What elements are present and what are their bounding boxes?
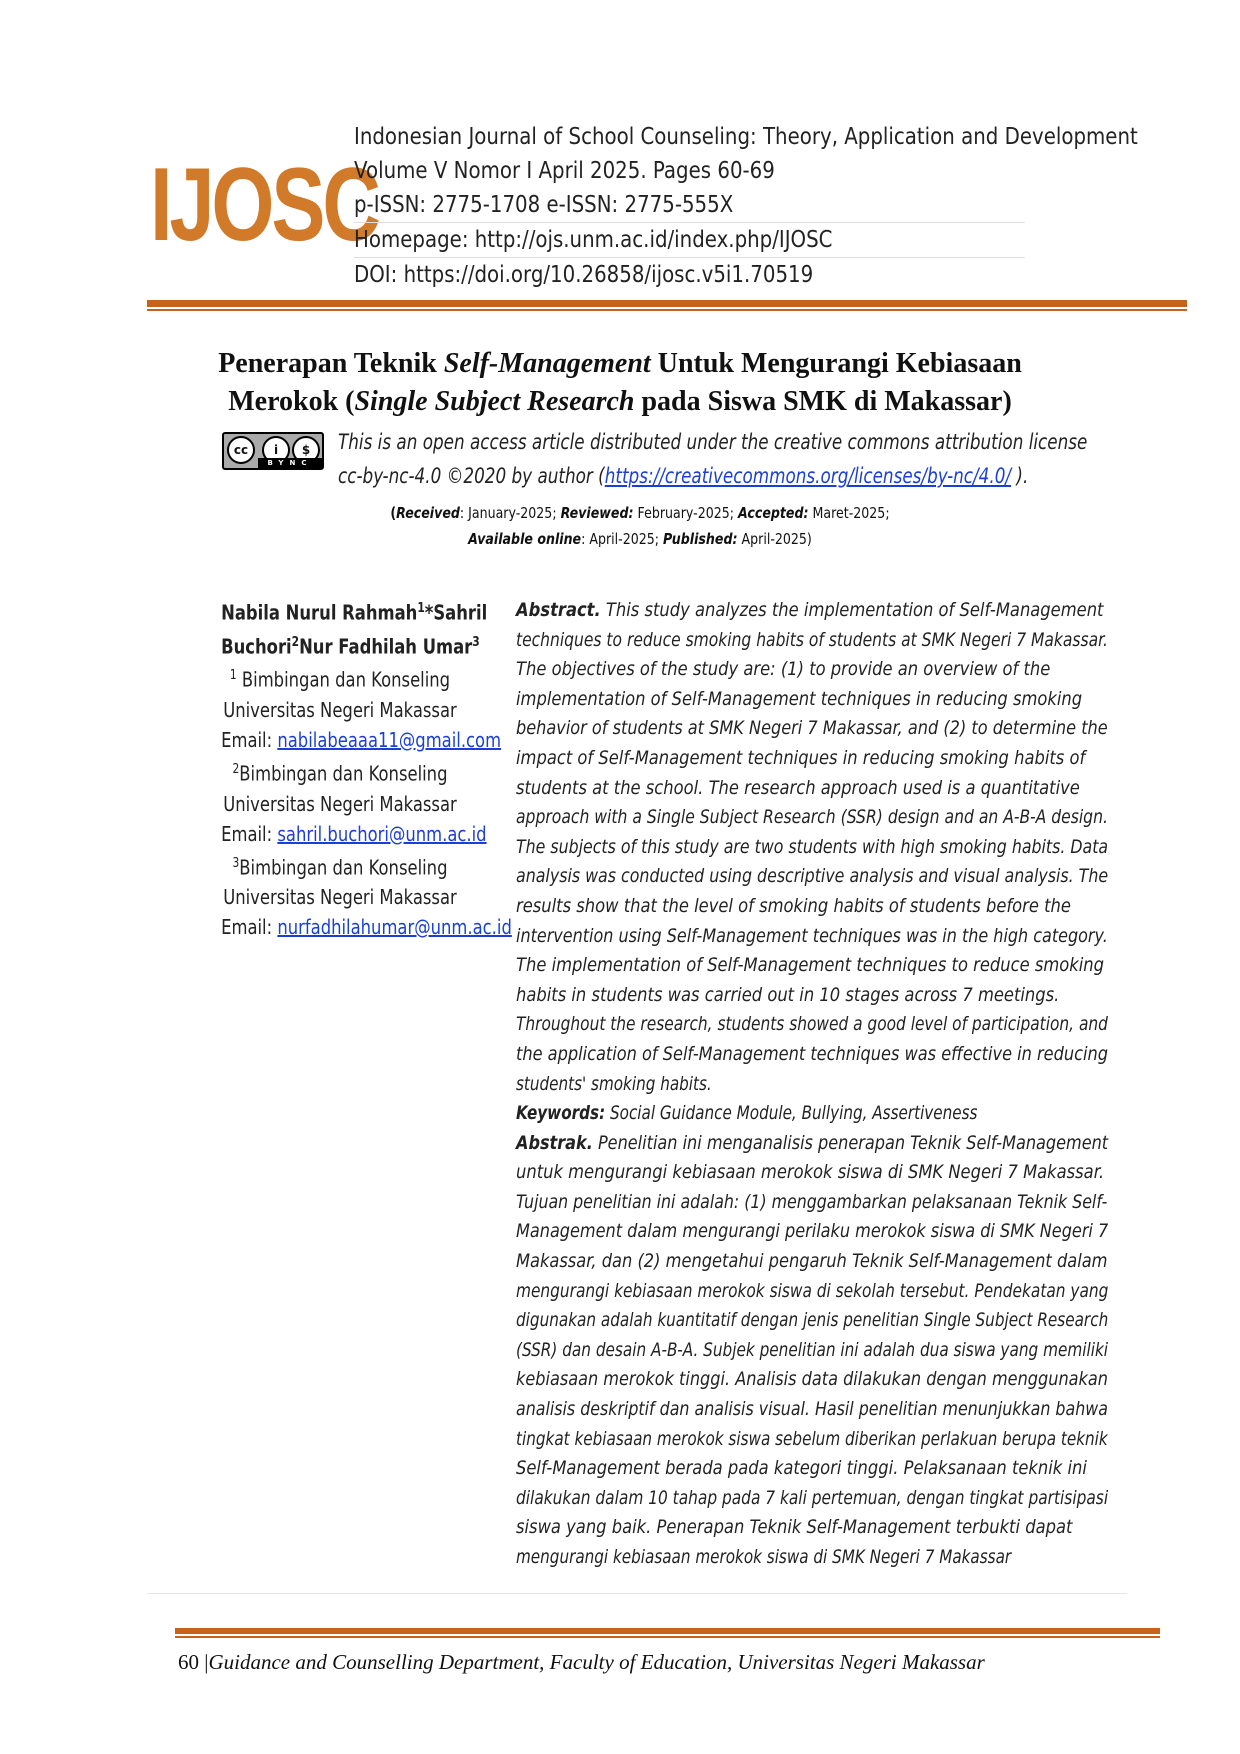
abstract-id-line: siswa yang baik. Penerapan Teknik Self-Management terbukti dapat [516,1516,1073,1539]
abstract-en-line: impact of Self-Management techniques in reducing smoking habits of [516,746,1086,769]
abstract-id-line: Management dalam mengurangi perilaku merokok siswa di SMK Negeri 7 [516,1220,1109,1243]
license-statement [338,425,1118,493]
abstract-id-line: mengurangi kebiasaan merokok siswa di sekolah tersebut. Pendekatan yang [516,1279,1109,1302]
author-block [195,594,512,942]
abstract-id-line: untuk mengurangi kebiasaan merokok siswa di SMK Negeri 7 Makassar. [516,1161,1105,1184]
affiliation-1-univ: Universitas Negeri Makassar [223,697,457,722]
dates-line-1: (Received: January-2025; Reviewed: February-2025; Accepted: Maret-2025; [390,504,890,522]
abstract-en-line: habits in students was carried out in 10 stages across 7 meetings. [516,983,1060,1006]
keywords-label: Keywords: [516,1102,606,1125]
abstract-id-line: dilakukan dalam 10 tahap pada 7 kali pertemuan, dengan tingkat partisipasi [516,1486,1109,1509]
abstract-en-line: students at the school. The research approach used is a quantitative [516,776,1080,799]
abstract-id-line: Self-Management berada pada kategori tinggi. Pelaksanaan teknik ini [516,1457,1087,1480]
header-rule-thin [147,309,1187,311]
footer-rule-thin [175,1636,1160,1638]
author-names-line-1: Nabila Nurul Rahmah$^1$*Sahril [221,600,488,625]
abstract-id-line: Tujuan penelitian ini adalah: (1) menggambarkan pelaksanaan Teknik Self- [516,1190,1108,1213]
abstract-id-line: Abstrak. Penelitian ini menganalisis penerapan Teknik Self-Management [516,1131,1109,1154]
affiliation-3-univ: Universitas Negeri Makassar [223,885,457,910]
abstract-column [516,596,1108,1573]
license-link[interactable]: https://creativecommons.org/licenses/by-nc/4.0/ [604,464,1012,488]
abstract-id-line: mengurangi kebiasaan merokok siswa di SMK Negeri 7 Makassar [516,1546,1012,1568]
article-dates [300,500,980,552]
affiliation-2-email: Email: sahril.buchori@unm.ac.id [221,821,487,846]
abstract-en-line: The subjects of this study are two students with high smoking habits. Data [516,835,1109,858]
abstract-id-line: tingkat kebiasaan merokok siswa sebelum diberikan perlakuan berupa teknik [516,1427,1108,1450]
email-link-3[interactable]: nurfadhilahumar@unm.ac.id [277,915,512,940]
article-title: Penerapan Teknik Self-Management Untuk Mengurangi Kebiasaan Merokok (Single Subject Research pada Siswa SMK di Makassar) [218,348,1022,417]
journal-issn: p-ISSN: 2775-1708 e-ISSN: 2775-555X [354,188,1025,223]
cc-by-nc-icon: cc i $ BYNC [222,432,324,470]
journal-logo: IJOSC [150,147,378,263]
abstract-id-line: analisis deskriptif dan analisis visual. Hasil penelitian menunjukkan bahwa [516,1398,1108,1421]
abstract-en-line: The implementation of Self-Management techniques to reduce smoking [516,954,1105,977]
footer-rule-thick [175,1628,1160,1634]
email-link-1[interactable]: nabilabeaaa11@gmail.com [277,727,502,752]
abstract-en-line: techniques to reduce smoking habits of students at SMK Negeri 7 Makassar. [516,628,1108,651]
license-line-2: cc-by-nc-4.0 ©2020 by author (https://creativecommons.org/licenses/by-nc/4.0/ ). [338,464,1029,488]
page-number: 60 | [178,1650,209,1674]
journal-homepage[interactable]: Homepage: http://ojs.unm.ac.id/index.php/IJOSC [354,223,1025,258]
content-divider [147,1593,1127,1594]
affiliation-2-dept: $^2$Bimbingan dan Konseling [232,761,448,786]
abstract-id-label: Abstrak. [516,1131,593,1154]
email-link-2[interactable]: sahril.buchori@unm.ac.id [277,821,487,846]
dates-line-2: Available online: April-2025; Published: April-2025) [468,530,812,548]
abstract-en-line: The objectives of the study are: (1) to provide an overview of the [516,658,1051,681]
affiliation-1-dept: $^1$ Bimbingan dan Konseling [229,667,451,692]
journal-volume: Volume V Nomor I April 2025. Pages 60-69 [354,158,775,184]
journal-name: Indonesian Journal of School Counseling: Theory, Application and Development [354,124,1138,150]
page-footer [178,1648,1138,1676]
abstract-id-line: Makassar, dan (2) mengetahui pengaruh Teknik Self-Management dalam [516,1250,1108,1273]
abstract-en-line: results show that the level of smoking habits of students before the [516,894,1071,917]
abstract-en-line: students' smoking habits. [516,1072,712,1095]
abstract-id-line: digunakan adalah kuantitatif dengan jenis penelitian Single Subject Research [516,1309,1109,1332]
abstract-en-line: approach with a Single Subject Research (SSR) design and an A-B-A design. [516,806,1108,829]
journal-doi[interactable]: DOI: https://doi.org/10.26858/ijosc.v5i1.70519 [354,262,814,288]
abstract-id-line: kebiasaan merokok tinggi. Analisis data dilakukan dengan menggunakan [516,1368,1108,1391]
keywords-line: Keywords: Social Guidance Module, Bullying, Assertiveness [516,1102,978,1125]
affiliation-3-dept: $^3$Bimbingan dan Konseling [232,855,448,880]
abstract-en-label: Abstract. [516,599,601,621]
abstract-en-line: Throughout the research, students showed a good level of participation, and [516,1013,1108,1036]
license-line-1: This is an open access article distributed under the creative commons attribution license [338,430,1088,454]
abstract-en-line: the application of Self-Management techniques was effective in reducing [516,1042,1109,1065]
author-names-line-2: Buchori$^2$Nur Fadhilah Umar$^3$ [221,634,480,659]
abstract-en-line: intervention using Self-Management techniques was in the high category. [516,924,1108,947]
affiliation-1-email: Email: nabilabeaaa11@gmail.com [221,727,502,752]
abstract-en-line: analysis was conducted using descriptive analysis and visual analysis. The [516,865,1109,888]
journal-info [354,120,1138,292]
abstract-en-line: Abstract. This study analyzes the implementation of Self-Management [516,599,1104,621]
header-rule-thick [147,300,1187,307]
footer-text: Guidance and Counselling Department, Faculty of Education, Universitas Negeri Makassar [208,1650,985,1674]
abstract-id-line: (SSR) dan desain A-B-A. Subjek penelitian ini adalah dua siswa yang memiliki [516,1338,1109,1361]
affiliation-2-univ: Universitas Negeri Makassar [223,791,457,816]
abstract-en-line: behavior of students at SMK Negeri 7 Makassar, and (2) to determine the [516,717,1108,740]
abstract-en-line: implementation of Self-Management techniques in reducing smoking [516,687,1083,710]
affiliation-3-email: Email: nurfadhilahumar@unm.ac.id [221,915,512,940]
